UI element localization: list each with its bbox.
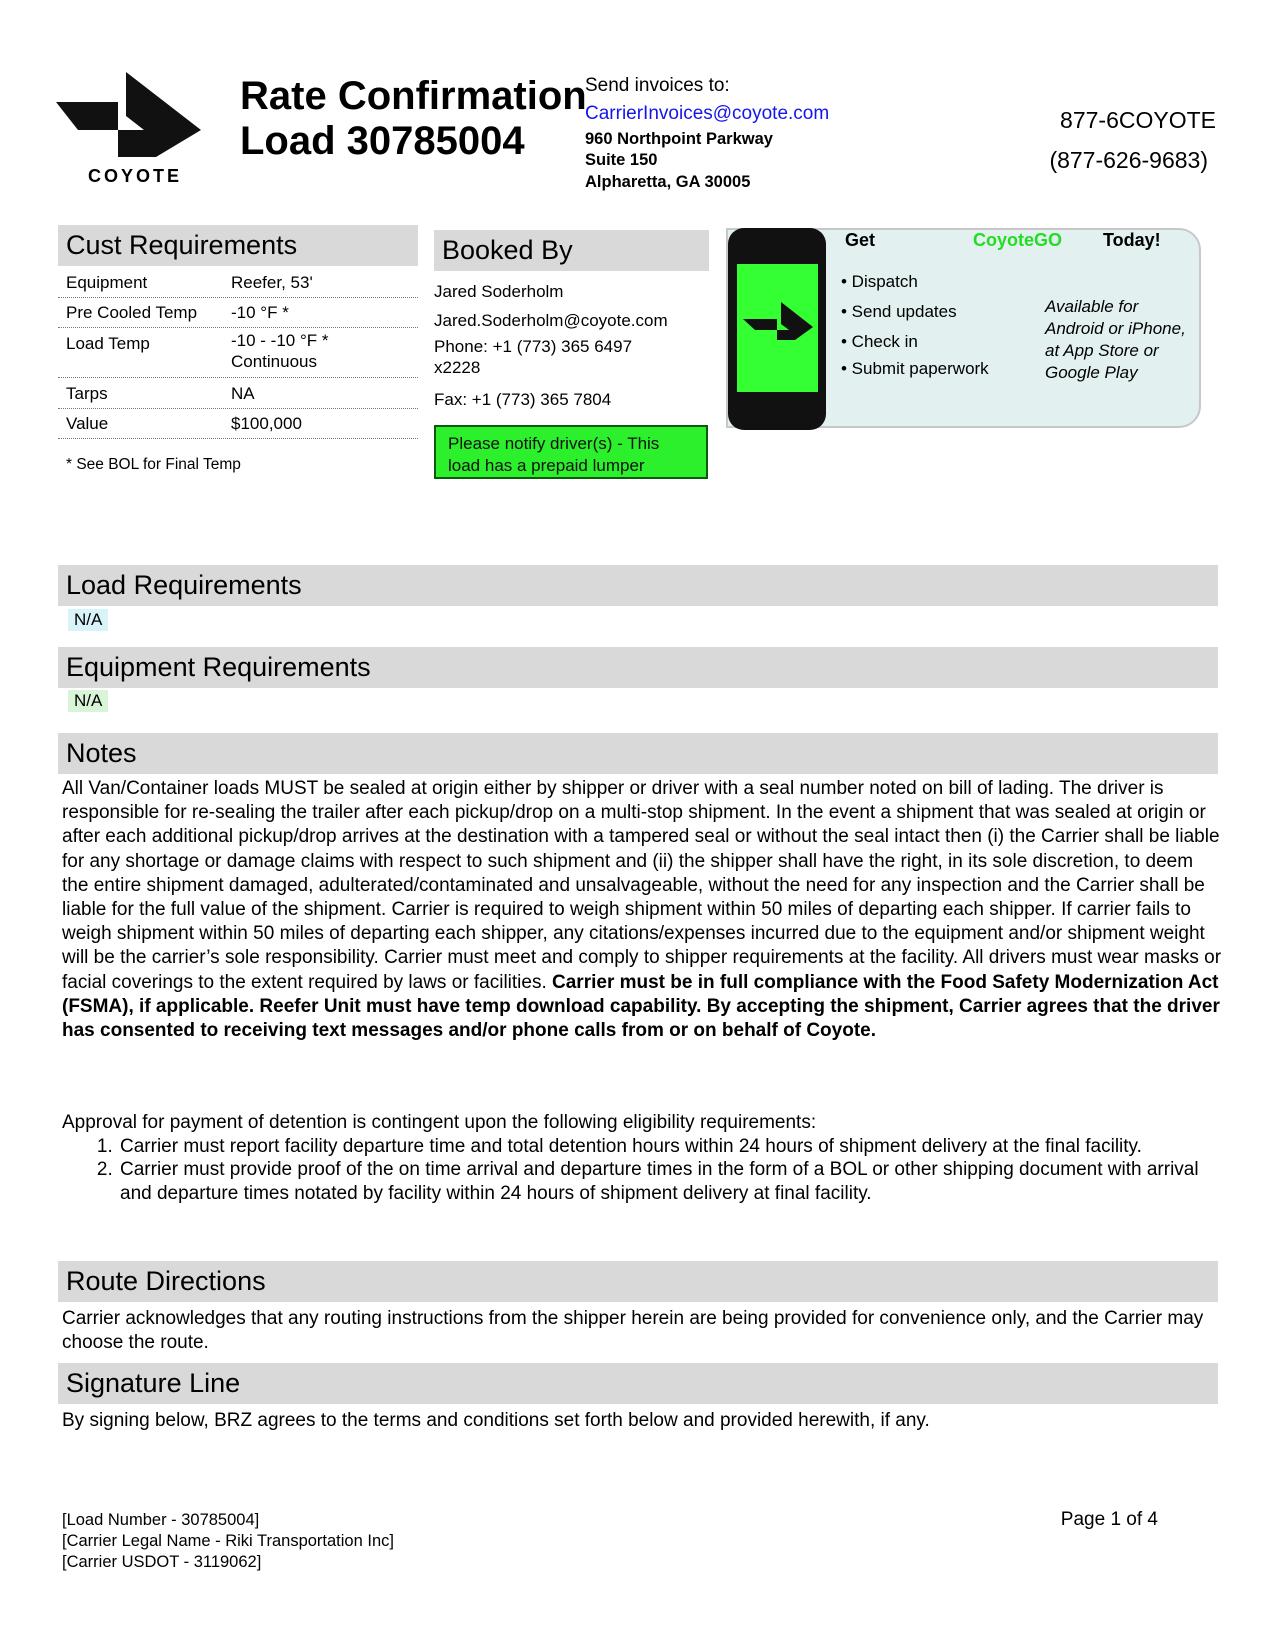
notes-heading: Notes <box>58 733 1218 774</box>
app-availability: Available for Android or iPhone, at App Store or Google Play <box>1045 297 1186 382</box>
notes-body <box>62 777 1222 1043</box>
promo-get: Get <box>845 230 876 250</box>
promo-app-name: CoyoteGO <box>973 230 1063 250</box>
feature-check-in: • Check in <box>841 332 918 351</box>
route-directions-heading: Route Directions <box>58 1261 1218 1302</box>
req-row-value <box>58 414 418 439</box>
notes-bold-text: Carrier must be in full compliance with the Food Safety Modernization Act (FSMA), if applicable. Reefer Unit must have temp download capability. By accepting the shipment, Carrier agrees that the driver has consented to receiving text messages and/or phone calls from or on behalf of Coyote. <box>62 971 1220 1042</box>
promo-today: Today! <box>1103 230 1161 250</box>
req-label: Load Temp <box>66 334 150 353</box>
invoice-label: Send invoices to: <box>585 75 730 96</box>
req-value: $100,000 <box>231 414 302 433</box>
page-title: Rate Confirmation <box>240 74 587 118</box>
footer-load-number: [Load Number - 30785004] <box>62 1511 260 1529</box>
signature-line-heading: Signature Line <box>58 1363 1218 1404</box>
req-value: NA <box>231 384 255 403</box>
temp-footnote: * See BOL for Final Temp <box>66 456 241 473</box>
equipment-requirements-value: N/A <box>68 690 108 712</box>
approval-item: 1. Carrier must report facility departure time and total detention hours within 24 hours of shipment delivery at the final facility. <box>118 1135 1222 1159</box>
cust-requirements-heading: Cust Requirements <box>58 225 418 266</box>
req-value-2: Continuous <box>231 352 318 371</box>
notes-text: All Van/Container loads MUST be sealed at origin either by shipper or driver with a seal number noted on bill of lading. The driver is responsible for re-sealing the trailer after each pickup/drop on a multi-stop shipment. In the event a shipment that was sealed at origin or after each additional pickup/drop arrives at the destination with a tampered seal or without the seal intact then (i) the Carrier shall be liable for any shortage or damage claims with respect to such shipment and (ii) the shipper shall have the right, in its sole discretion, to deem the entire shipment damaged, adulterated/contaminated and unsalvageable, without the need for any inspection and the Carrier shall be liable for the full value of the shipment. Carrier is required to weigh shipment within 50 miles of departing each shipper. If carrier fails to weigh shipment within 50 miles of departing each shipper, any citations/expenses incurred due to the equipment and/or shipment weight will be the carrier’s sole responsibility. Carrier must meet and comply to shipper requirements at the facility. All drivers must wear masks or facial coverings to the extent required by laws or facilities. <box>62 778 1222 993</box>
req-row-pre-cooled-temp <box>58 303 418 328</box>
detention-approval <box>62 1111 1222 1205</box>
booker-fax: Fax: +1 (773) 365 7804 <box>434 390 612 409</box>
coyote-logo-icon <box>56 72 201 157</box>
req-row-load-temp <box>58 332 418 378</box>
booked-by-heading: Booked By <box>434 230 709 271</box>
req-value: Reefer, 53' <box>231 273 313 292</box>
booker-name: Jared Soderholm <box>434 282 564 301</box>
address-line-2: Suite 150 <box>585 151 658 169</box>
load-number-title: Load 30785004 <box>240 119 525 163</box>
req-label: Equipment <box>66 273 148 292</box>
coyote-arrow-icon <box>737 264 818 392</box>
signature-line-body: By signing below, BRZ agrees to the terms and conditions set forth below and provided herewith, if any. <box>62 1410 930 1431</box>
booker-phone: Phone: +1 (773) 365 6497 <box>434 337 633 356</box>
req-label: Tarps <box>66 384 108 403</box>
invoice-email-link[interactable]: CarrierInvoices@coyote.com <box>585 103 830 124</box>
booker-phone-ext: x2228 <box>434 358 481 377</box>
approval-intro: Approval for payment of detention is contingent upon the following eligibility requirements: <box>62 1112 817 1133</box>
req-row-equipment <box>58 273 418 298</box>
load-requirements-value: N/A <box>68 609 108 631</box>
booker-email-link[interactable]: Jared.Soderholm@coyote.com <box>434 311 668 330</box>
feature-dispatch: • Dispatch <box>841 272 918 291</box>
feature-send-updates: • Send updates <box>841 302 957 321</box>
req-value: -10 °F * <box>231 303 289 322</box>
lumper-notice: Please notify driver(s) - This load has a prepaid lumper <box>434 425 708 479</box>
equipment-requirements-heading: Equipment Requirements <box>58 647 1218 688</box>
phone-vanity: 877-6COYOTE <box>1060 107 1216 133</box>
footer-carrier-name: [Carrier Legal Name - Riki Transportation Inc] <box>62 1532 394 1550</box>
route-directions-body: Carrier acknowledges that any routing instructions from the shipper herein are being provided for convenience only, and the Carrier may choose the route. <box>62 1308 1204 1353</box>
address-line-1: 960 Northpoint Parkway <box>585 130 773 148</box>
req-value: -10 - -10 °F * <box>231 331 329 350</box>
req-row-tarps <box>58 384 418 409</box>
feature-submit-paperwork: • Submit paperwork <box>841 359 989 378</box>
req-label: Pre Cooled Temp <box>66 303 198 322</box>
address-line-3: Alpharetta, GA 30005 <box>585 173 751 191</box>
approval-item: 2. Carrier must provide proof of the on time arrival and departure times in the form of a BOL or other shipping document with arrival and departure times notated by facility within 24 hours of shipment delivery at final facility. <box>118 1158 1222 1205</box>
req-label: Value <box>66 414 109 433</box>
footer-usdot: [Carrier USDOT - 3119062] <box>62 1553 262 1571</box>
phone-numeric: (877-626-9683) <box>1049 147 1208 173</box>
load-requirements-heading: Load Requirements <box>58 565 1218 606</box>
page-number: Page 1 of 4 <box>1060 1509 1158 1530</box>
phone-screen <box>737 264 818 392</box>
logo-text: COYOTE <box>88 166 183 186</box>
